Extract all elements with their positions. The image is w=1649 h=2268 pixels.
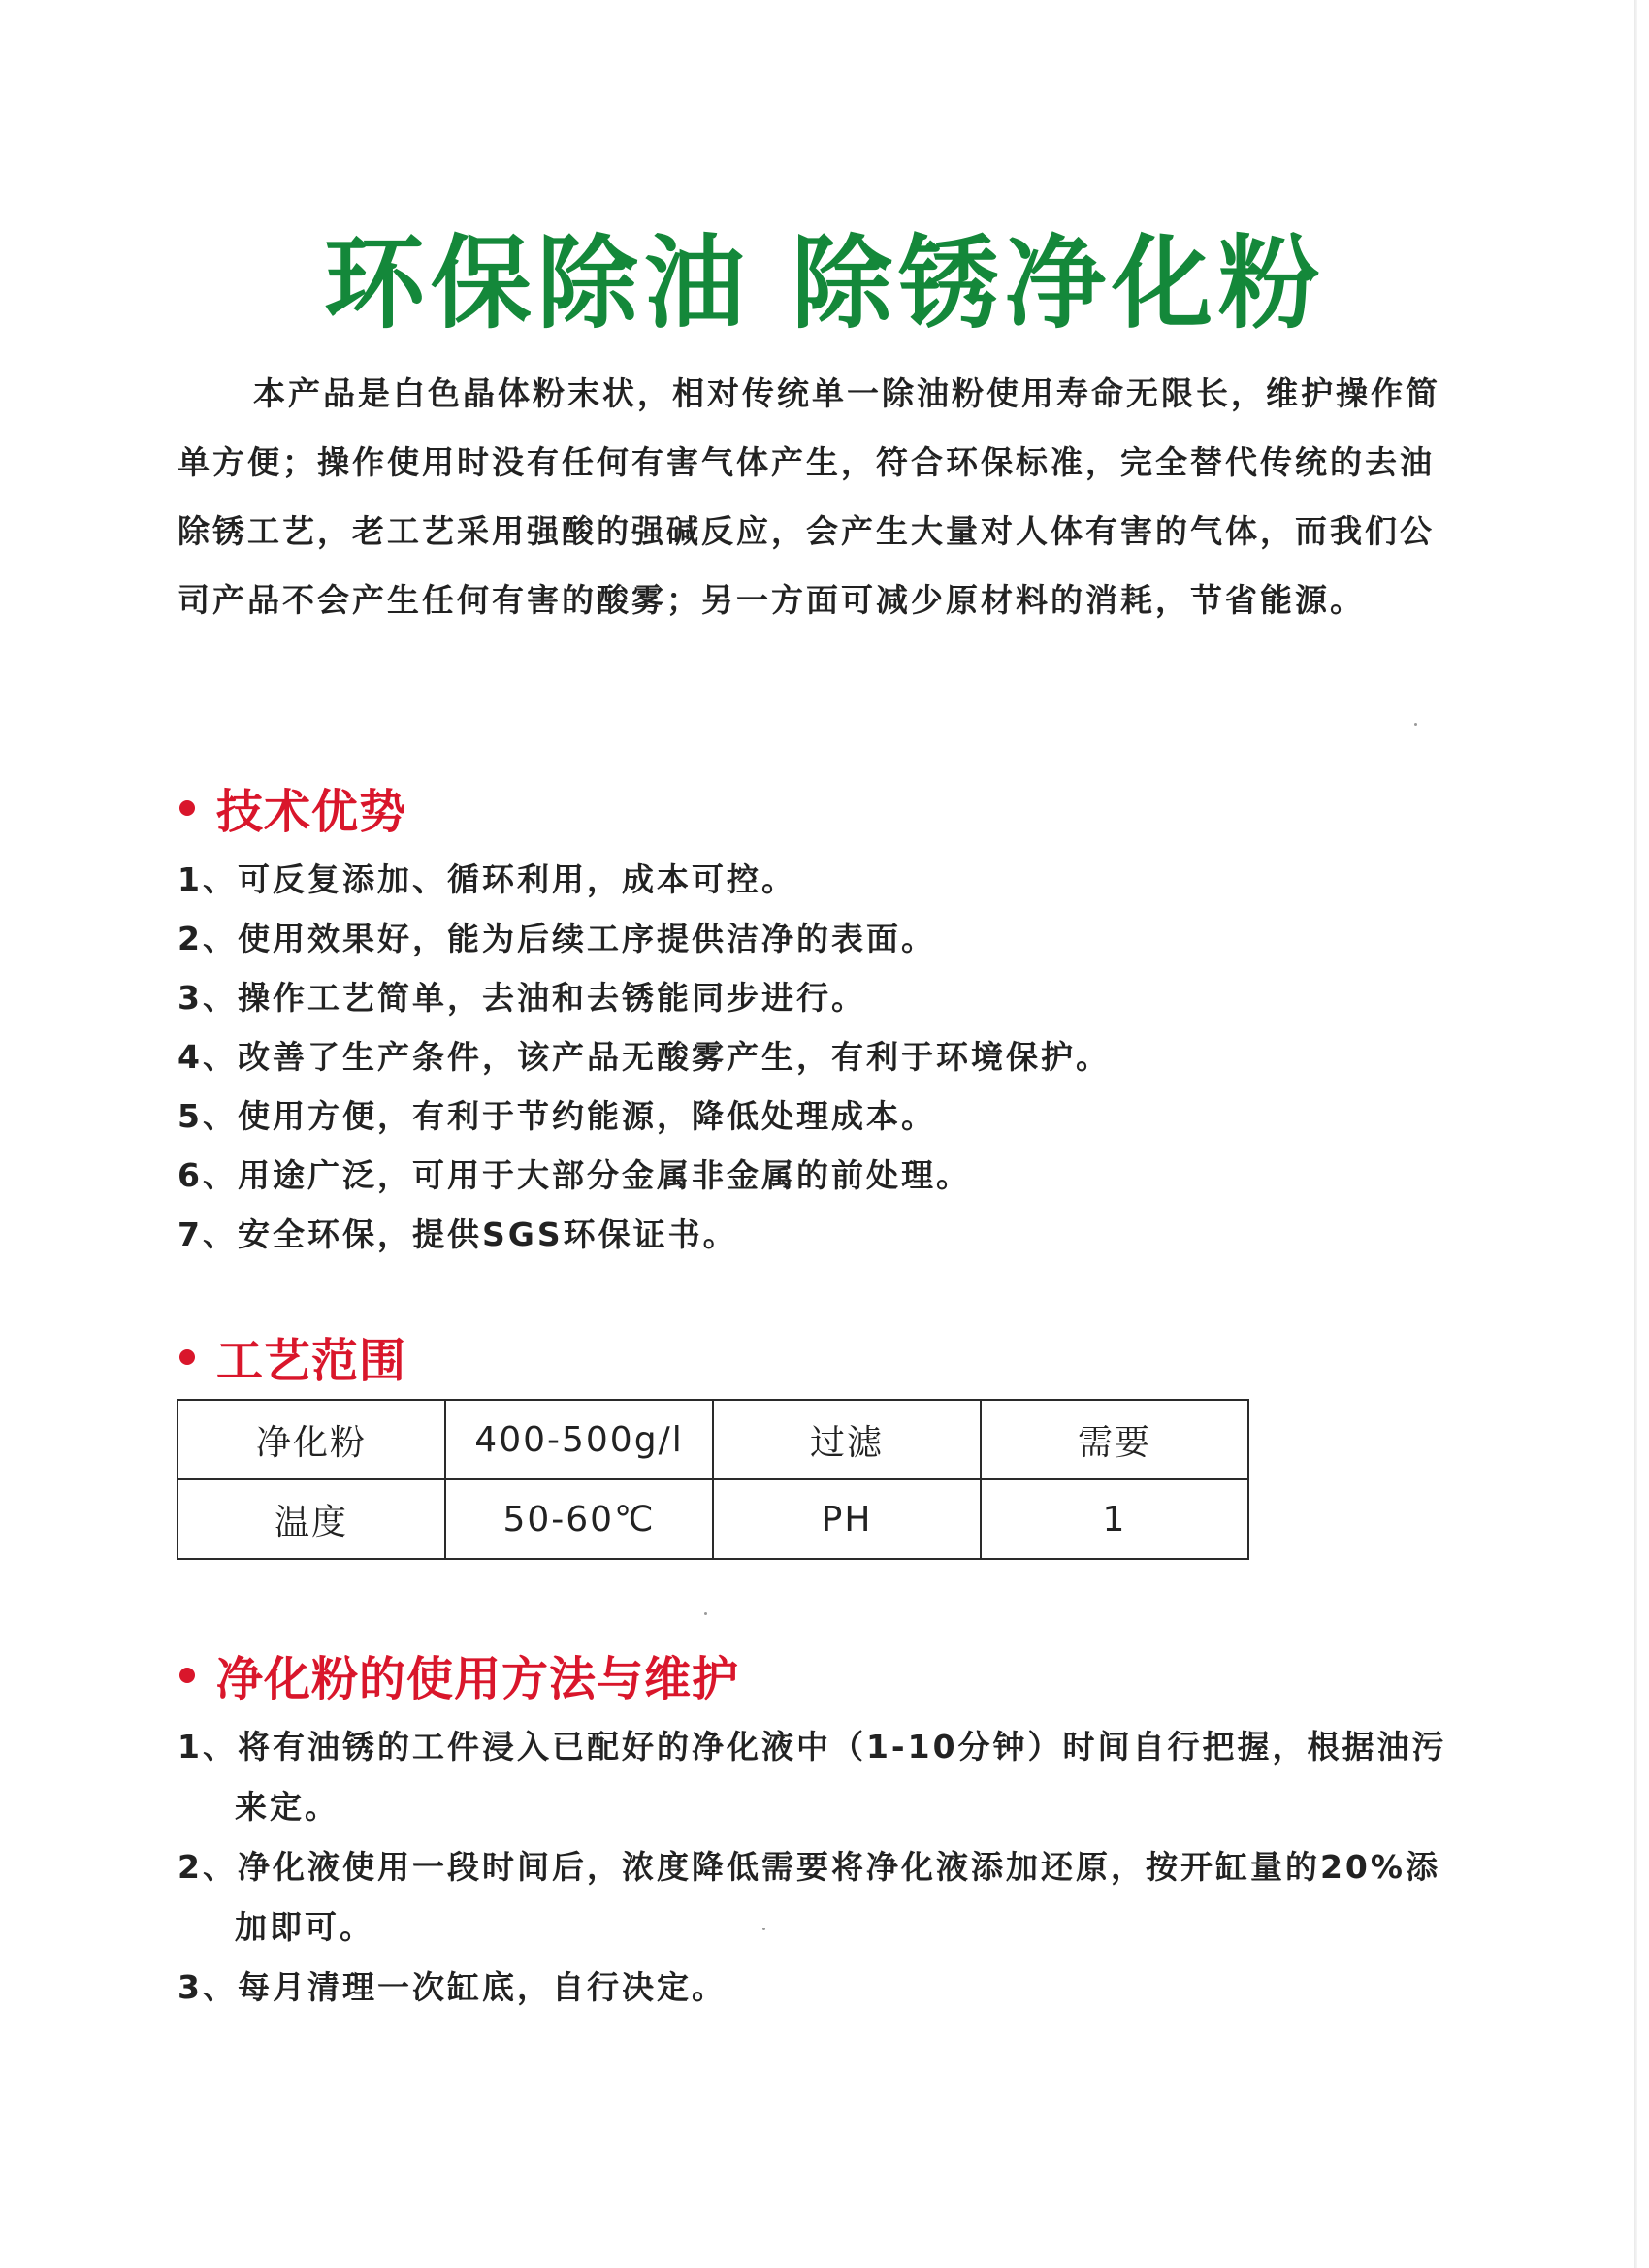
list-item: 5、使用方便，有利于节约能源，降低处理成本。 [178, 1097, 936, 1135]
bullet-dot-icon [179, 1349, 195, 1365]
scan-speck [704, 1612, 707, 1615]
list-item: 2、使用效果好，能为后续工序提供洁净的表面。 [178, 920, 936, 957]
list-item: 3、操作工艺简单，去油和去锈能同步进行。 [178, 979, 866, 1017]
scan-speck [762, 1928, 765, 1930]
section-title: 净化粉的使用方法与维护 [216, 1652, 740, 1706]
table-cell: 1 [981, 1479, 1248, 1559]
usage-list [178, 1717, 1448, 2018]
section-heading-usage [179, 1641, 739, 1708]
table-row [178, 1400, 1248, 1479]
table-cell: 过滤 [713, 1400, 981, 1479]
table-cell: 净化粉 [178, 1400, 445, 1479]
table-cell: 需要 [981, 1400, 1248, 1479]
list-item: 4、改善了生产条件，该产品无酸雾产生，有利于环境保护。 [178, 1038, 1111, 1076]
list-item: 6、用途广泛，可用于大部分金属非金属的前处理。 [178, 1156, 971, 1194]
list-item: 3、每月清理一次缸底，自行决定。 [178, 1968, 727, 2006]
page-title: 环保除油 除锈净化粉 [323, 222, 1326, 342]
table-cell: 400-500g/l [445, 1400, 713, 1479]
advantages-list [178, 850, 1468, 1264]
list-item: 1、将有油锈的工件浸入已配好的净化液中（1-10分钟）时间自行把握，根据油污来定。 [178, 1728, 1447, 1826]
section-title: 工艺范围 [216, 1334, 407, 1388]
section-heading-advantages [179, 774, 406, 841]
bullet-dot-icon [179, 1668, 195, 1683]
table-cell: 温度 [178, 1479, 445, 1559]
table-cell: 50-60℃ [445, 1479, 713, 1559]
bullet-dot-icon [179, 800, 195, 816]
process-range-table [177, 1399, 1249, 1560]
section-title: 技术优势 [216, 785, 407, 839]
table-cell: PH [713, 1479, 981, 1559]
list-item: 1、可反复添加、循环利用，成本可控。 [178, 860, 796, 898]
table-row [178, 1479, 1248, 1559]
list-item: 2、净化液使用一段时间后，浓度降低需要将净化液添加还原，按开缸量的20%添加即可。 [178, 1848, 1440, 1946]
list-item: 7、安全环保，提供SGS环保证书。 [178, 1215, 738, 1253]
intro-paragraph: 本产品是白色晶体粉末状，相对传统单一除油粉使用寿命无限长，维护操作简单方便；操作使用时没有任何有害气体产生，符合环保标准，完全替代传统的去油除锈工艺，老工艺采用强酸的强碱反应，会产生大量对人体有害的气体，而我们公司产品不会产生任何有害的酸雾；另一方面可减少原材料的消耗，节省能源。 [178, 374, 1440, 619]
section-heading-process [179, 1323, 406, 1390]
scan-speck [1414, 723, 1417, 726]
